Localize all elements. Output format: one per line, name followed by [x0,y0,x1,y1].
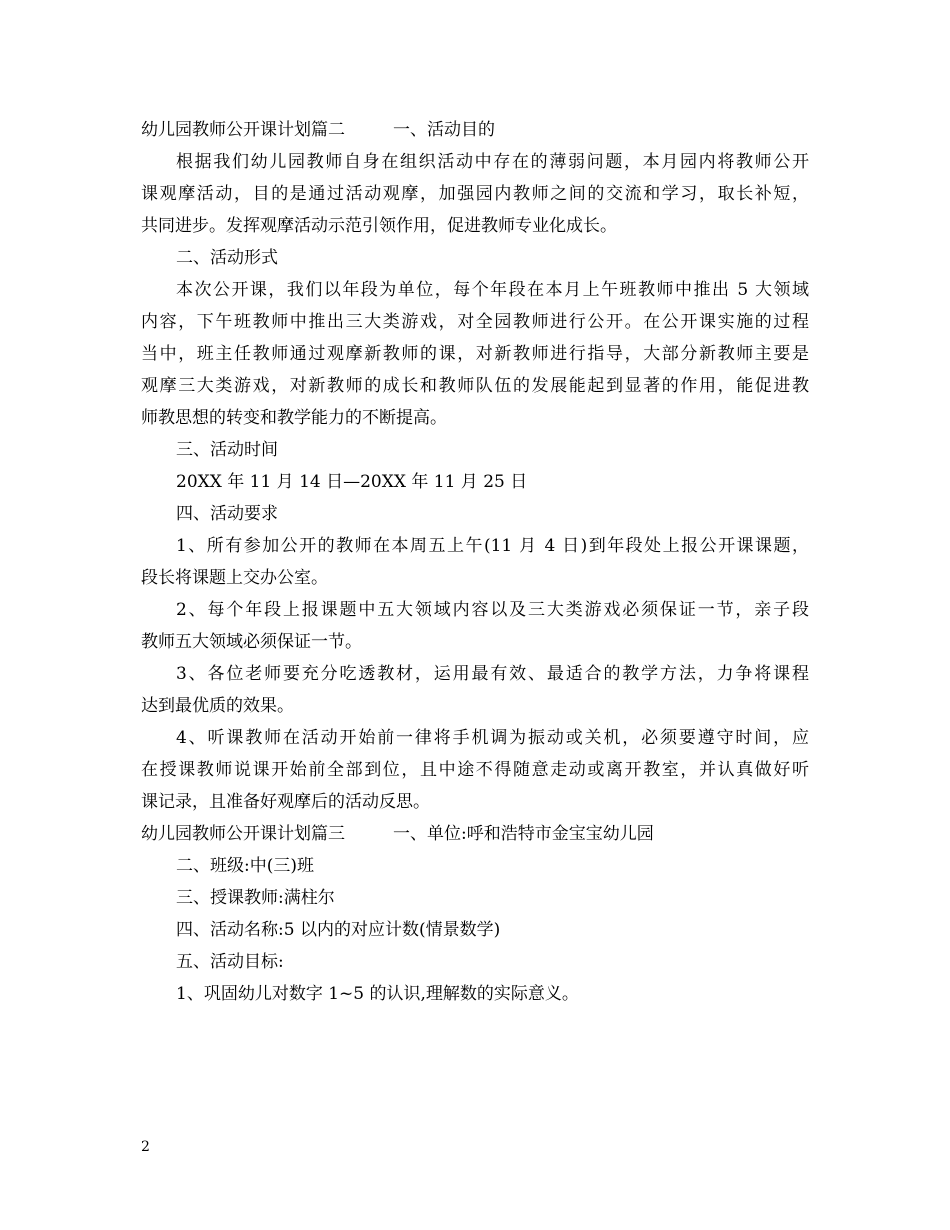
req1-line-1: 1、所有参加公开的教师在本周五上午(11 月 4 日)到年段处上报公开课课题， [176,536,809,556]
form-line-1: 本次公开课，我们以年段为单位，每个年段在本月上午班教师中推出 5 大领域 [176,280,809,300]
requirements-title: 四、活动要求 [176,504,278,524]
form-title: 二、活动形式 [176,248,278,268]
form-line-4: 观摩三大类游戏，对新教师的成长和教师队伍的发展能起到显著的作用，能促进教 [141,376,809,396]
section2-heading: 幼儿园教师公开课计划篇二 [141,120,345,140]
section3-heading-line [141,818,809,850]
form-line-5: 师教思想的转变和教学能力的不断提高。 [141,408,447,428]
req4-line-1: 4、听课教师在活动开始前一律将手机调为振动或关机，必须要遵守时间，应 [176,728,809,748]
req3-line-1: 3、各位老师要充分吃透教材，运用最有效、最适合的教学方法，力争将课程 [176,664,809,684]
section3-teacher: 三、授课教师:满柱尔 [176,888,335,908]
section3-goals-title: 五、活动目标: [176,952,284,972]
section3-unit: 一、单位:呼和浩特市金宝宝幼儿园 [393,824,654,844]
req4-line-2: 在授课教师说课开始前全部到位，且中途不得随意走动或离开教室，并认真做好听 [141,760,809,780]
req4-line-3: 课记录，且准备好观摩后的活动反思。 [141,792,430,812]
section2-goal-title: 一、活动目的 [393,120,495,140]
section3-heading: 幼儿园教师公开课计划篇三 [141,824,345,844]
section3-class: 二、班级:中(三)班 [176,856,314,876]
document-body [141,114,809,1010]
page-number: 2 [141,1139,150,1155]
req2-line-2: 教师五大领域必须保证一节。 [141,632,362,652]
section2-heading-line [141,114,809,146]
goal-line-3: 共同进步。发挥观摩活动示范引领作用，促进教师专业化成长。 [141,216,617,236]
time-value: 20XX 年 11 月 14 日—20XX 年 11 月 25 日 [176,472,528,492]
form-line-3: 当中，班主任教师通过观摩新教师的课，对新教师进行指导，大部分新教师主要是 [141,344,809,364]
time-title: 三、活动时间 [176,440,278,460]
goal-line-1: 根据我们幼儿园教师自身在组织活动中存在的薄弱问题，本月园内将教师公开 [176,152,809,172]
section3-activity-name: 四、活动名称:5 以内的对应计数(情景数学) [176,920,501,940]
goal-line-2: 课观摩活动，目的是通过活动观摩，加强园内教师之间的交流和学习，取长补短， [141,184,809,204]
form-line-2: 内容，下午班教师中推出三大类游戏，对全园教师进行公开。在公开课实施的过程 [141,312,809,332]
req3-line-2: 达到最优质的效果。 [141,696,294,716]
req1-line-2: 段长将课题上交办公室。 [141,568,328,588]
req2-line-1: 2、每个年段上报课题中五大领域内容以及三大类游戏必须保证一节，亲子段 [176,600,809,620]
section3-goal-1: 1、巩固幼儿对数字 1~5 的认识,理解数的实际意义。 [176,984,579,1004]
